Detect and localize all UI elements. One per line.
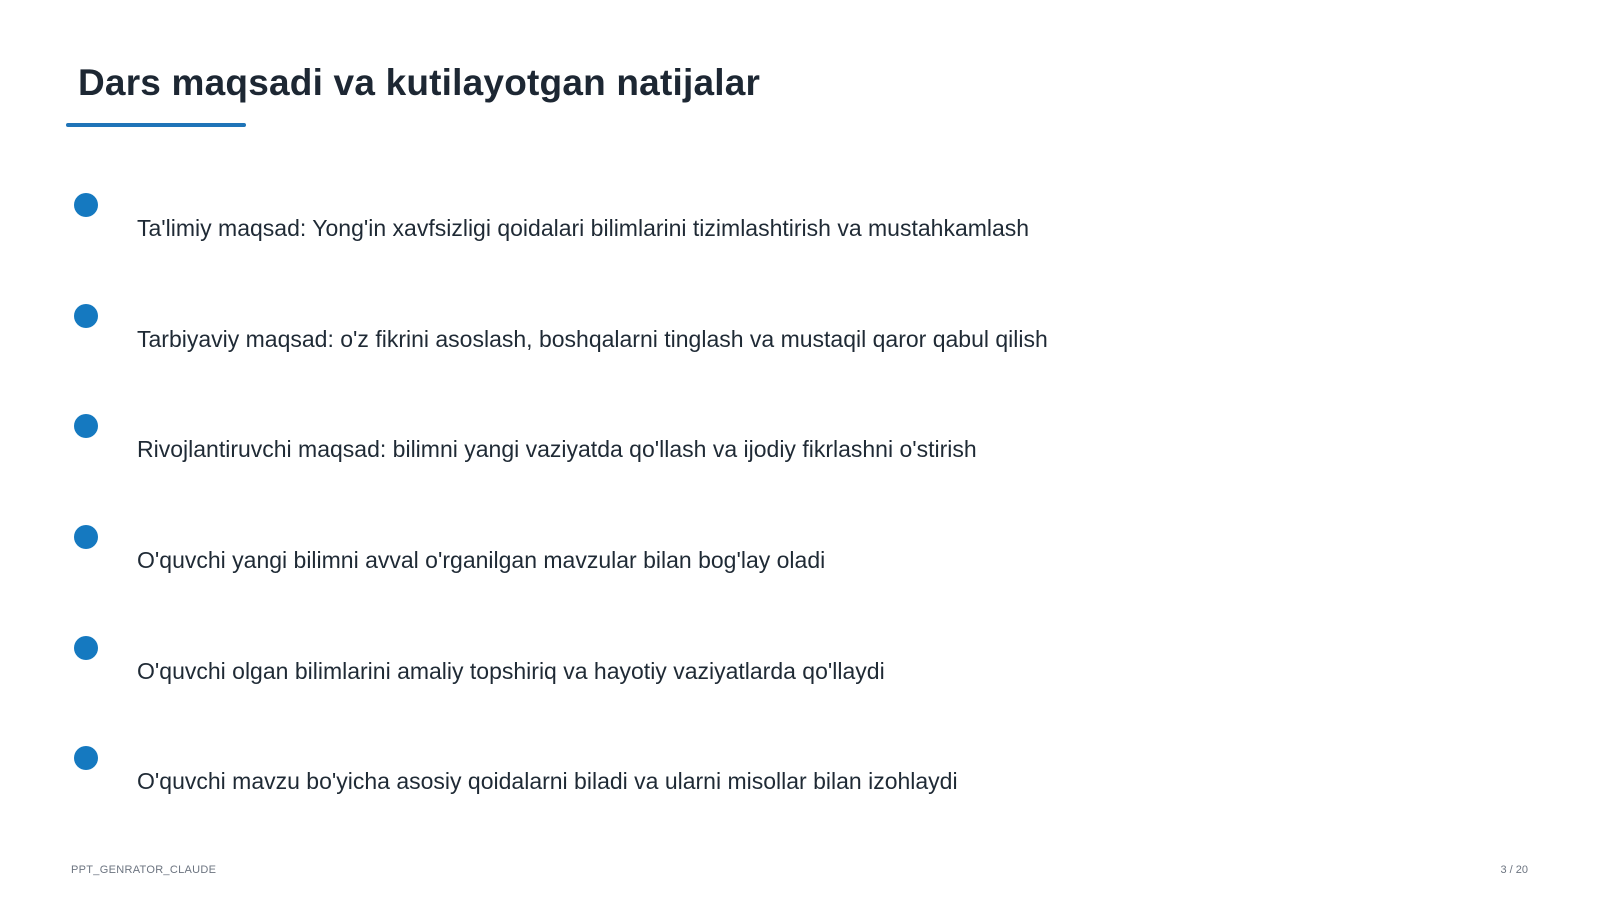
bullet-item <box>0 193 1400 253</box>
bullet-text: O'quvchi mavzu bo'yicha asosiy qoidalarni biladi va ularni misollar bilan izohlaydi <box>137 768 958 794</box>
bullet-item <box>0 414 1400 474</box>
bullet-item <box>0 304 1400 364</box>
bullet-dot-icon <box>74 304 98 328</box>
bullet-dot-icon <box>74 636 98 660</box>
bullet-text: Rivojlantiruvchi maqsad: bilimni yangi vaziyatda qo'llash va ijodiy fikrlashni o'stirish <box>137 436 977 462</box>
bullet-dot-icon <box>74 193 98 217</box>
slide-title: Dars maqsadi va kutilayotgan natijalar <box>78 62 761 103</box>
bullet-dot-icon <box>74 525 98 549</box>
bullet-text: Tarbiyaviy maqsad: o'z fikrini asoslash, boshqalarni tinglash va mustaqil qaror qabul qilish <box>137 326 1048 352</box>
bullet-dot-icon <box>74 746 98 770</box>
footer-brand: PPT_GENRATOR_CLAUDE <box>71 864 217 876</box>
bullet-text: O'quvchi olgan bilimlarini amaliy topshiriq va hayotiy vaziyatlarda qo'llaydi <box>137 658 885 684</box>
bullet-dot-icon <box>74 414 98 438</box>
bullet-text: Ta'limiy maqsad: Yong'in xavfsizligi qoidalari bilimlarini tizimlashtirish va mustahkamlash <box>137 215 1030 241</box>
page-indicator: 3 / 20 <box>1500 864 1528 876</box>
bullet-item <box>0 525 1400 585</box>
bullet-item <box>0 636 1400 696</box>
bullet-item <box>0 746 1400 806</box>
bullet-text: O'quvchi yangi bilimni avval o'rganilgan mavzular bilan bog'lay oladi <box>137 547 826 573</box>
